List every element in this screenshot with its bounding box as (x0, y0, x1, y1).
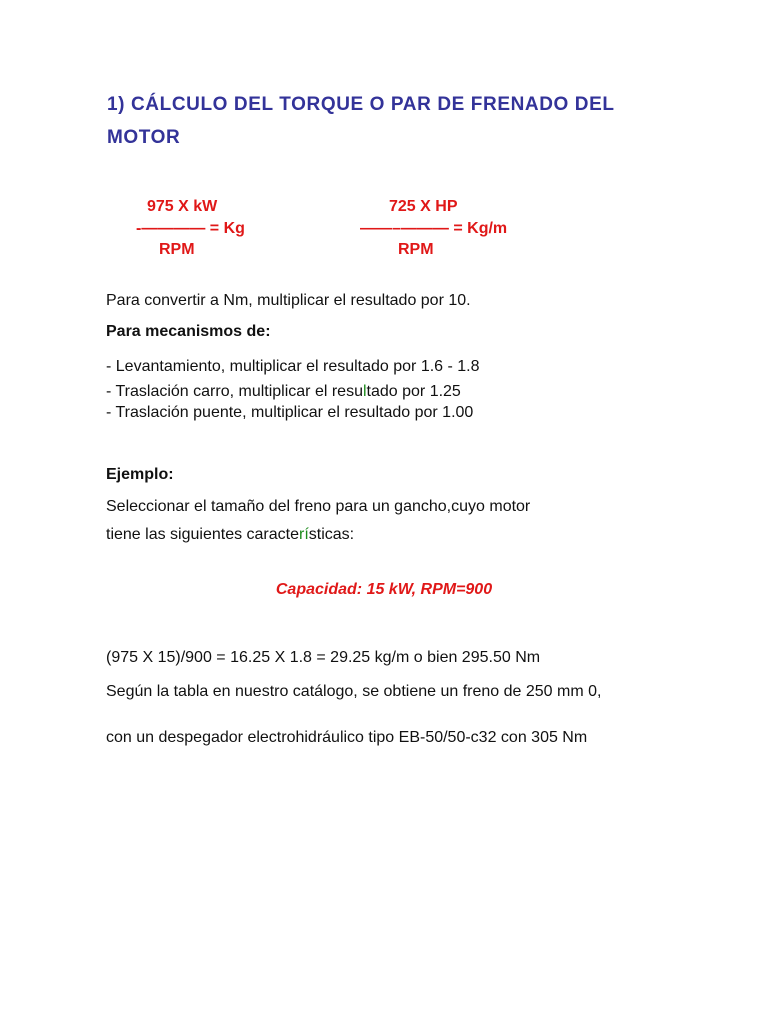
example-line-1: Seleccionar el tamaño del freno para un gancho,cuyo motor (106, 498, 531, 515)
formula2-numerator: 725 X HP (389, 198, 458, 215)
example-heading: Ejemplo: (106, 466, 174, 483)
example-line-2: tiene las siguientes características: (106, 526, 355, 543)
page-title: 1) CÁLCULO DEL TORQUE O PAR DE FRENADO DEL MOTOR (107, 94, 615, 148)
formula1-numerator: 975 X kW (147, 198, 218, 215)
formula1-fraction-line: -———— = Kg (136, 220, 245, 237)
formula1-denominator: RPM (159, 241, 195, 258)
convert-note: Para convertir a Nm, multiplicar el resultado por 10. (106, 292, 471, 309)
capacity-spec: Capacidad: 15 kW, RPM=900 (275, 581, 493, 598)
table-note: Según la tabla en nuestro catálogo, se obtiene un freno de 250 mm 0, (106, 683, 602, 700)
mechanisms-heading: Para mecanismos de: (106, 323, 271, 340)
formula2-fraction-line: ——–——— = Kg/m (360, 220, 508, 237)
mechanism-item-trolley: - Traslación carro, multiplicar el resultado por 1.25 (106, 383, 461, 400)
formula2-denominator: RPM (398, 241, 434, 258)
mechanism-item-bridge: - Traslación puente, multiplicar el resultado por 1.00 (106, 404, 474, 421)
mechanism-item-lifting: - Levantamiento, multiplicar el resultado por 1.6 - 1.8 (106, 358, 480, 375)
result-note: con un despegador electrohidráulico tipo EB-50/50-c32 con 305 Nm (106, 729, 588, 746)
calculation-line: (975 X 15)/900 = 16.25 X 1.8 = 29.25 kg/m o bien 295.50 Nm (106, 649, 541, 666)
